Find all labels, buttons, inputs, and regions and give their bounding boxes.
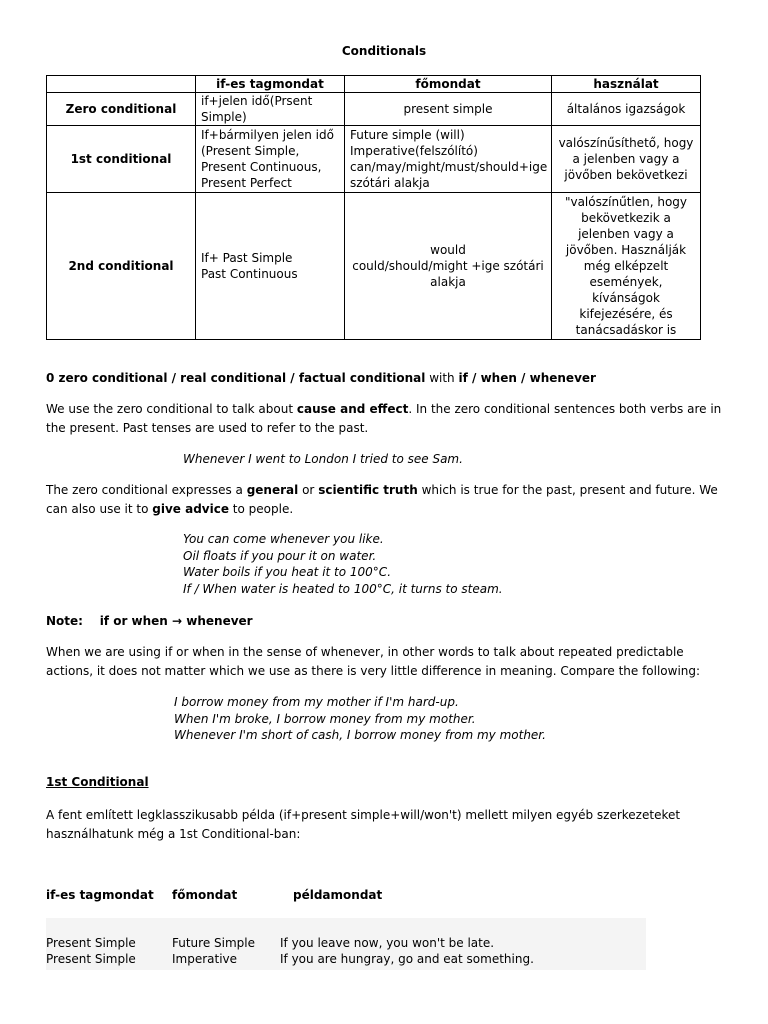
example-sentence: Whenever I'm short of cash, I borrow money from my mother. [174,728,546,742]
example-sentence: Oil floats if you pour it on water. [183,548,377,563]
table-cell: If you are hungray, go and eat something. [280,952,534,966]
usage-cell [552,193,701,340]
if-clause-cell [196,126,345,193]
cell-line: a jelenben vagy a [572,152,680,166]
example-block [183,531,503,597]
example-sentence: When I'm broke, I borrow money from my mother. [174,711,476,726]
table-header [47,76,196,93]
if-clause-cell [196,93,345,126]
cell-line: események, [589,275,663,289]
page-title: Conditionals [341,44,427,58]
table-header: főmondat [345,76,552,93]
cell-line: általános igazságok [566,102,686,116]
main-clause-cell [345,193,552,340]
row-name: 1st conditional [47,126,196,193]
zero-conditional-heading: 0 zero conditional / real conditional / factual conditional with if / when / whenever [46,371,596,385]
cell-line: jövőben. Használják [565,243,687,257]
table-header-row [47,76,701,93]
column-header: if-es tagmondat [46,888,154,902]
usage-cell [552,93,701,126]
example-block [174,694,546,744]
row-name: 2nd conditional [47,193,196,340]
cell-line: Simple) [201,110,247,124]
cell-line: If+ Past Simple [201,251,293,265]
table-row [47,93,701,126]
column-header: főmondat [172,888,238,902]
table-cell: Future Simple [172,936,256,950]
table-row [47,193,701,340]
cell-line: would [430,243,466,257]
cell-line: alakja [430,275,466,289]
zero-paragraph-1: We use the zero conditional to talk about cause and effect. In the zero conditional sentences both verbs are in the present. Past tenses are used to refer to the past. [46,402,722,435]
example-block [183,451,463,468]
cell-line: present simple [403,102,493,116]
cell-line: bekövetkezik a [581,211,671,225]
table-cell: Present Simple [46,936,136,950]
zero-paragraph-3: When we are using if or when in the sense of whenever, in other words to talk about repeated predictable actions, it does not matter which we use as there is very little difference in meaning. Compare the following: [46,645,701,678]
cell-line: Future simple (will) [350,128,465,142]
cell-line: can/may/might/must/should+ige [350,160,548,174]
cell-line: Present Continuous, [201,160,322,174]
cell-line: tanácsadáskor is [575,323,677,337]
cell-line: jelenben vagy a [578,227,674,241]
table-row [47,126,701,193]
table-cell: Imperative [172,952,238,966]
column-header: példamondat [293,888,383,902]
usage-cell [552,126,701,193]
example-sentence: You can come whenever you like. [183,532,384,546]
cell-line: kívánságok [592,291,660,305]
table-cell: If you leave now, you won't be late. [280,936,495,950]
table-header: if-es tagmondat [196,76,345,93]
cell-line: if+jelen idő(Prsent [201,94,313,108]
table-header: használat [552,76,701,93]
first-paragraph-1: A fent említett legklasszikusabb példa (if+present simple+will/won't) mellett milyen egyéb szerkezeteket használhatunk még a 1st Conditional-ban: [46,808,681,841]
table-cell: Present Simple [46,952,136,966]
if-clause-cell [196,193,345,340]
cell-line: valószínűsíthető, hogy [558,136,694,150]
example-sentence: Water boils if you heat it to 100°C. [183,565,392,579]
cell-line: Present Perfect [201,176,292,190]
conditionals-table [46,75,701,340]
cell-line: szótári alakja [350,176,430,190]
first-conditional-heading: 1st Conditional [46,775,149,789]
example-sentence: If / When water is heated to 100°C, it turns to steam. [183,581,503,596]
example-sentence: I borrow money from my mother if I'm hard-up. [174,695,459,709]
cell-line: Past Continuous [201,267,298,281]
cell-line: "valószínűtlen, hogy [564,195,688,209]
cell-line: Imperative(felszólító) [350,144,478,158]
cell-line: jövőben bekövetkezi [564,168,688,182]
row-name: Zero conditional [47,93,196,126]
cell-line: If+bármilyen jelen idő [201,128,334,142]
note-line: Note: if or when → whenever [46,614,253,628]
cell-line: még elképzelt [583,259,669,273]
zero-paragraph-2: The zero conditional expresses a general or scientific truth which is true for the past, present and future. We can also use it to give advice to people. [46,483,718,516]
example-sentence: Whenever I went to London I tried to see Sam. [183,452,463,466]
cell-line: kifejezésére, és [579,307,673,321]
cell-line: could/should/might +ige szótári [352,259,544,273]
main-clause-cell [345,126,552,193]
cell-line: (Present Simple, [201,144,300,158]
main-clause-cell [345,93,552,126]
